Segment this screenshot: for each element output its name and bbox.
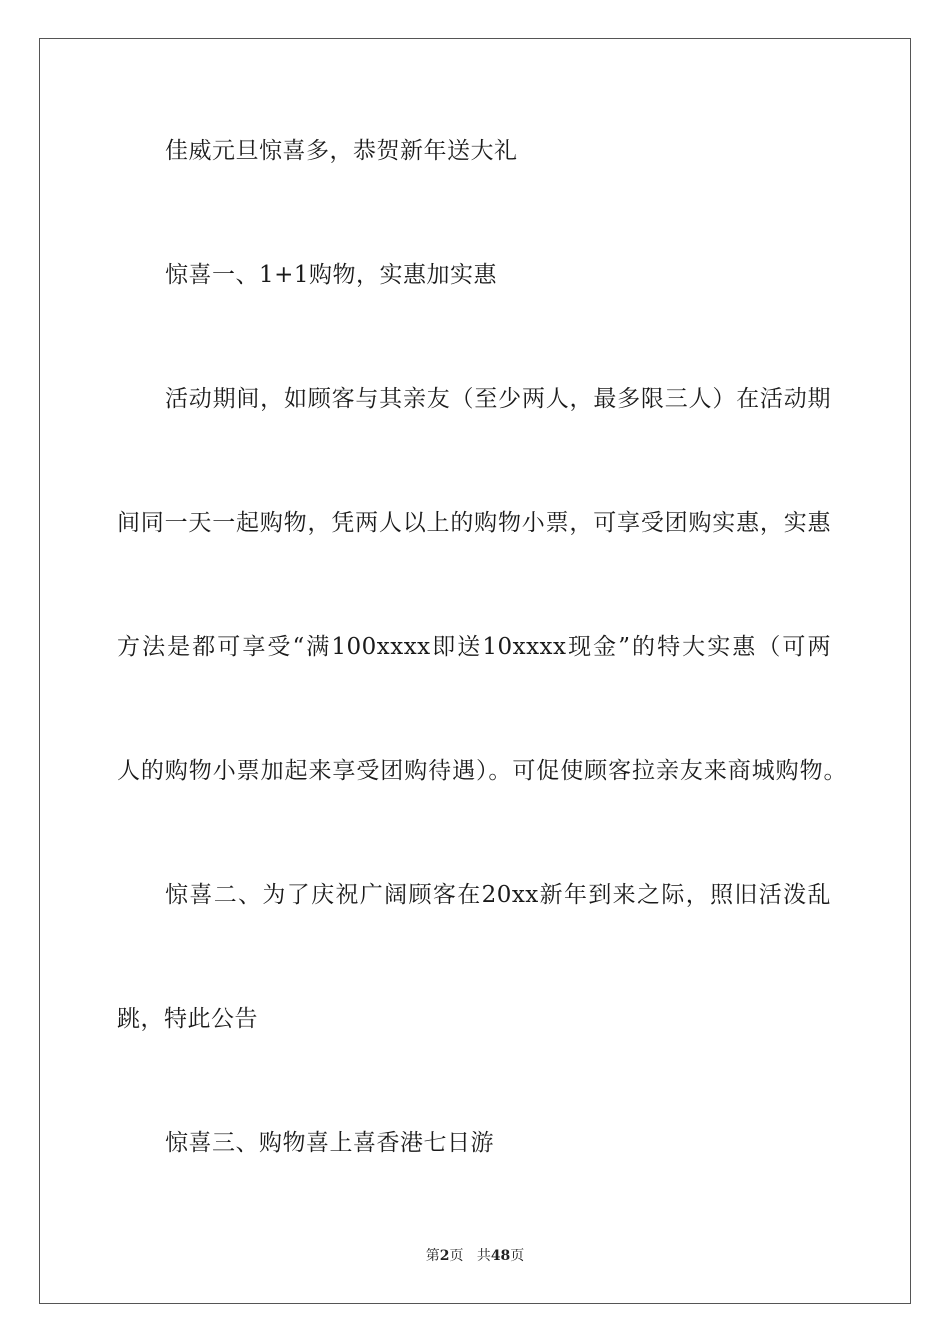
heading-line: 佳威元旦惊喜多，恭贺新年送大礼	[165, 138, 518, 164]
footer-page-number: 2	[439, 1248, 450, 1264]
page-frame	[39, 38, 911, 1304]
paragraph-line: 惊喜一、1+1购物，实惠加实惠	[165, 262, 498, 288]
paragraph-line: 方法是都可享受“满100xxxx即送10xxxx现金”的特大实惠（可两	[117, 634, 831, 660]
paragraph-line: 活动期间，如顾客与其亲友（至少两人，最多限三人）在活动期	[165, 386, 831, 412]
footer-page-suffix: 页	[449, 1248, 464, 1264]
footer-total-suffix: 页	[510, 1248, 525, 1264]
footer-page-prefix: 第	[425, 1248, 440, 1264]
paragraph-line: 间同一天一起购物，凭两人以上的购物小票，可享受团购实惠，实惠	[117, 510, 831, 536]
page-footer	[0, 1247, 950, 1265]
footer-total-prefix: 共	[476, 1248, 491, 1264]
paragraph-line: 惊喜三、购物喜上喜香港七日游	[165, 1130, 494, 1156]
footer-total-pages: 48	[490, 1248, 511, 1264]
paragraph-line: 跳，特此公告	[117, 1006, 258, 1032]
paragraph-line: 人的购物小票加起来享受团购待遇）。可促使顾客拉亲友来商城购物。	[117, 758, 847, 784]
paragraph-line: 惊喜二、为了庆祝广阔顾客在20xx新年到来之际，照旧活泼乱	[165, 882, 831, 908]
